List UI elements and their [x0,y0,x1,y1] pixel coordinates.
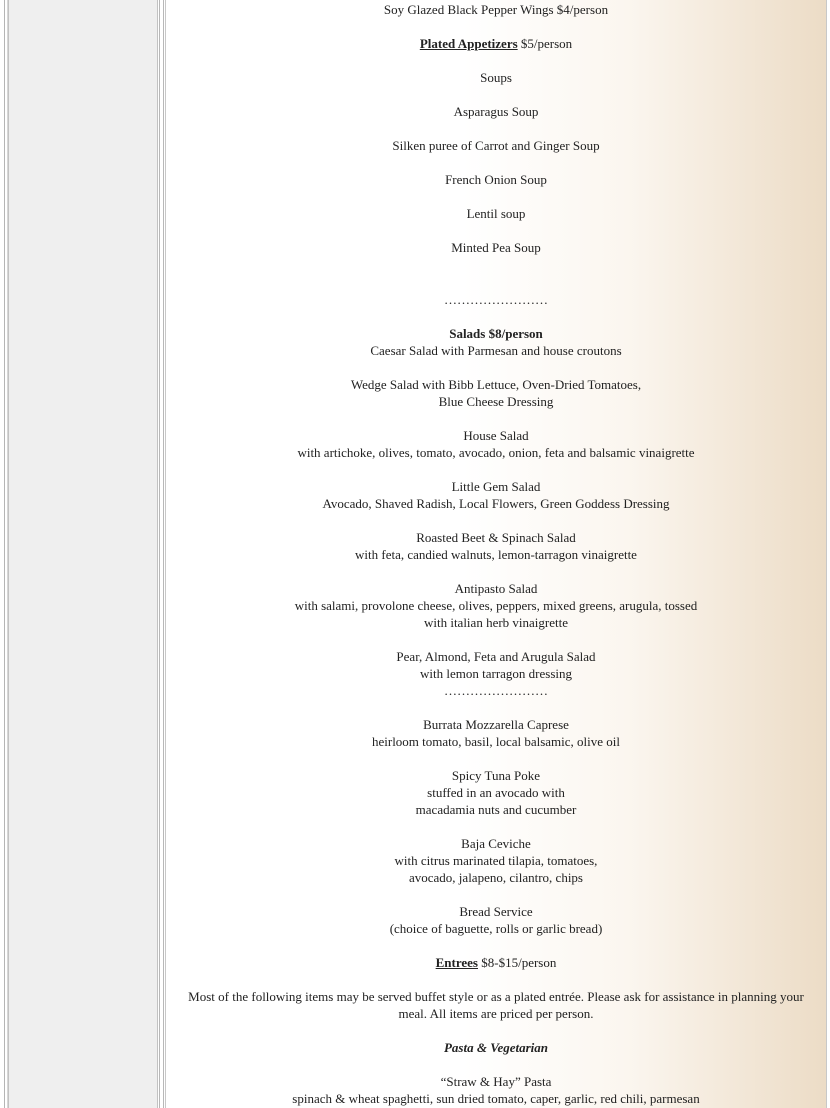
soup-item: Minted Pea Soup [451,240,541,255]
entrees-title: Entrees [435,955,478,970]
salad-gem-name: Little Gem Salad [451,479,541,494]
ceviche-detail: with citrus marinated tilapia, tomatoes, [394,853,598,868]
entrees-note-2: meal. All items are priced per person. [398,1006,594,1021]
salads-heading: Salads $8/person [449,326,543,341]
entrees-note: Most of the following items may be served buffet style or as a plated entrée. Please ask for assistance in planning your [188,989,804,1004]
tuna-detail: stuffed in an avocado with [427,785,565,800]
salad-wedge-detail: Blue Cheese Dressing [438,394,554,409]
salad-wedge-name: Wedge Salad with Bibb Lettuce, Oven-Dried Tomatoes, [350,377,642,392]
plated-appetizers-price: $5/person [517,36,573,51]
soup-item: Lentil soup [466,206,526,221]
plated-appetizers-heading [176,35,816,52]
soups-heading: Soups [480,70,512,85]
sidebar-column [8,0,158,1108]
ceviche-detail-2: avocado, jalapeno, cilantro, chips [409,870,583,885]
straw-hay-detail: spinach & wheat spaghetti, sun dried tomato, caper, garlic, red chili, parmesan [292,1091,700,1106]
salad-beet-name: Roasted Beet & Spinach Salad [416,530,576,545]
burrata-detail: heirloom tomato, basil, local balsamic, olive oil [371,734,621,749]
salad-caesar: Caesar Salad with Parmesan and house croutons [370,343,622,358]
salad-antipasto-name: Antipasto Salad [454,581,538,596]
menu-content-panel [165,0,827,1108]
bread-name: Bread Service [459,904,533,919]
burrata-name: Burrata Mozzarella Caprese [423,717,569,732]
soup-item: Asparagus Soup [453,104,539,119]
soup-item: French Onion Soup [445,172,547,187]
salad-house-name: House Salad [463,428,529,443]
tuna-detail-2: macadamia nuts and cucumber [415,802,577,817]
salad-beet-detail: with feta, candied walnuts, lemon-tarragon vinaigrette [355,547,637,562]
section-divider: …………………… [444,683,548,698]
column-separator [159,0,164,1108]
salad-antipasto-detail-2: with italian herb vinaigrette [423,615,569,630]
salad-pear-detail: with lemon tarragon dressing [420,666,572,681]
straw-hay-name: “Straw & Hay” Pasta [440,1074,552,1089]
salad-house-detail: with artichoke, olives, tomato, avocado, onion, feta and balsamic vinaigrette [297,445,695,460]
salad-antipasto-detail: with salami, provolone cheese, olives, peppers, mixed greens, arugula, tossed [294,598,698,613]
tuna-name: Spicy Tuna Poke [451,768,541,783]
salad-gem-detail: Avocado, Shaved Radish, Local Flowers, Green Goddess Dressing [322,496,670,511]
plated-appetizers-title: Plated Appetizers [419,36,518,51]
salad-pear-name: Pear, Almond, Feta and Arugula Salad [396,649,596,664]
ceviche-name: Baja Ceviche [461,836,531,851]
entrees-heading [176,954,816,971]
entrees-price: $8-$15/person [478,955,557,970]
pasta-heading: Pasta & Vegetarian [443,1040,548,1055]
bread-detail: (choice of baguette, rolls or garlic bread) [389,921,603,936]
menu-item-wings: Soy Glazed Black Pepper Wings $4/person [383,2,609,17]
catering-menu [176,1,816,1107]
section-divider: …………………… [444,292,548,307]
soup-item: Silken puree of Carrot and Ginger Soup [392,138,600,153]
